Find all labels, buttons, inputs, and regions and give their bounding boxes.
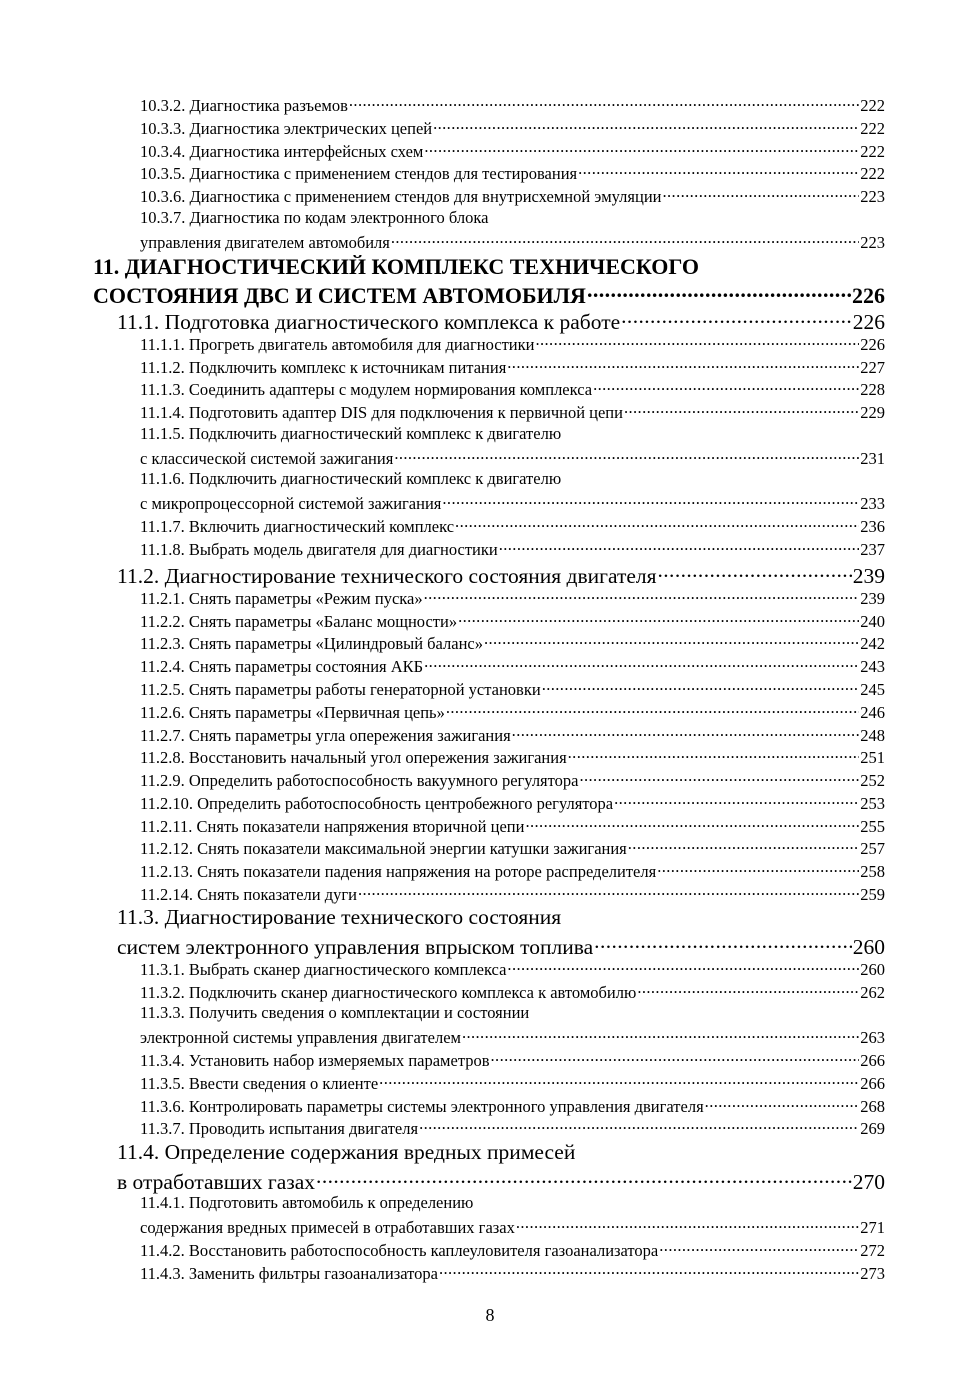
toc-subsection-entry[interactable] bbox=[140, 162, 885, 184]
dot-leader bbox=[491, 1049, 860, 1066]
toc-entry-title: 11.3.6. Контролировать параметры системы электронного управления двигателя bbox=[140, 1096, 704, 1116]
toc-page-number: 260 bbox=[860, 959, 885, 979]
dot-leader bbox=[316, 1167, 852, 1189]
dot-leader bbox=[507, 958, 859, 975]
toc-section-entry[interactable] bbox=[117, 1167, 885, 1195]
toc-page-number: 269 bbox=[860, 1118, 885, 1138]
toc-subsection-entry[interactable] bbox=[140, 1239, 885, 1261]
dot-leader bbox=[621, 307, 852, 329]
toc-subsection-entry[interactable] bbox=[140, 447, 885, 469]
toc-subsection-entry[interactable] bbox=[140, 492, 885, 514]
toc-entry-title: в отработавших газах bbox=[117, 1169, 316, 1194]
dot-leader bbox=[657, 860, 859, 877]
toc-entry-title: 11.1. Подготовка диагностического комплекса к работе bbox=[117, 309, 621, 334]
dot-leader bbox=[663, 185, 860, 202]
toc-entry-title: 11.1.6. Подключить диагностический комплекс к двигателю bbox=[140, 469, 562, 488]
toc-subsection-entry[interactable] bbox=[140, 883, 885, 905]
toc-page-number: 222 bbox=[860, 163, 885, 183]
toc-page-number: 239 bbox=[852, 563, 885, 588]
toc-entry-title: 11.1.3. Соединить адаптеры с модулем нормирования комплекса bbox=[140, 379, 593, 399]
toc-section-entry[interactable] bbox=[117, 932, 885, 960]
toc-subsection-entry[interactable] bbox=[140, 185, 885, 207]
toc-subsection-entry[interactable] bbox=[140, 1026, 885, 1048]
toc-entry-title: 11.2. Диагностирование технического состояния двигателя bbox=[117, 563, 657, 588]
toc-entry-title: 10.3.7. Диагностика по кодам электронного блока bbox=[140, 208, 489, 227]
toc-entry-title: 11.2.8. Восстановить начальный угол опережения зажигания bbox=[140, 747, 567, 767]
toc-subsection-entry[interactable] bbox=[140, 333, 885, 355]
toc-entry-title: 11.4. Определение содержания вредных примесей bbox=[117, 1140, 576, 1164]
toc-page-number: 231 bbox=[860, 448, 885, 468]
toc-entry-title: 11.2.14. Снять показатели дуги bbox=[140, 884, 357, 904]
dot-leader bbox=[578, 162, 859, 179]
dot-leader bbox=[458, 610, 859, 627]
toc-subsection-entry[interactable] bbox=[140, 1216, 885, 1238]
toc-page-number: 258 bbox=[860, 861, 885, 881]
toc-page-number: 259 bbox=[860, 884, 885, 904]
toc-chapter-entry[interactable] bbox=[93, 281, 885, 309]
toc-subsection-entry[interactable] bbox=[140, 231, 885, 253]
dot-leader bbox=[424, 655, 859, 672]
toc-subsection-entry[interactable] bbox=[140, 401, 885, 423]
toc-subsection-entry[interactable] bbox=[140, 1095, 885, 1117]
toc-page-number: 228 bbox=[860, 379, 885, 399]
toc-subsection-entry[interactable] bbox=[140, 1003, 529, 1023]
toc-subsection-entry[interactable] bbox=[140, 769, 885, 791]
toc-page-number: 270 bbox=[852, 1169, 885, 1194]
toc-subsection-entry[interactable] bbox=[140, 378, 885, 400]
toc-entry-title: 11.4.3. Заменить фильтры газоанализатора bbox=[140, 1263, 438, 1283]
toc-subsection-entry[interactable] bbox=[140, 356, 885, 378]
toc-subsection-entry[interactable] bbox=[140, 515, 885, 537]
dot-leader bbox=[358, 883, 859, 900]
toc-entry-title: 11.3.1. Выбрать сканер диагностического комплекса bbox=[140, 959, 507, 979]
toc-page-number: 268 bbox=[860, 1096, 885, 1116]
dot-leader bbox=[391, 231, 859, 248]
toc-entry-title: 11.2.6. Снять параметры «Первичная цепь» bbox=[140, 702, 445, 722]
toc-entry-title: 11.2.5. Снять параметры работы генераторной установки bbox=[140, 679, 541, 699]
toc-page-number: 222 bbox=[860, 118, 885, 138]
toc-subsection-entry[interactable] bbox=[140, 655, 885, 677]
toc-subsection-entry[interactable] bbox=[140, 208, 488, 228]
toc-page-number: 243 bbox=[860, 656, 885, 676]
toc-page-number: 239 bbox=[860, 588, 885, 608]
dot-leader bbox=[433, 117, 859, 134]
dot-leader bbox=[484, 632, 859, 649]
toc-subsection-entry[interactable] bbox=[140, 94, 885, 116]
dot-leader bbox=[446, 701, 859, 718]
toc-page-number: 251 bbox=[860, 747, 885, 767]
toc-page-number: 222 bbox=[860, 95, 885, 115]
dot-leader bbox=[535, 333, 859, 350]
toc-entry-title: 11.2.12. Снять показатели максимальной энергии катушки зажигания bbox=[140, 838, 627, 858]
dot-leader bbox=[379, 1072, 859, 1089]
toc-entry-title: 10.3.2. Диагностика разъемов bbox=[140, 95, 348, 115]
toc-subsection-entry[interactable] bbox=[140, 1072, 885, 1094]
toc-page-number: 262 bbox=[860, 982, 885, 1002]
toc-entry-title: 11.1.4. Подготовить адаптер DIS для подключения к первичной цепи bbox=[140, 402, 623, 422]
dot-leader bbox=[462, 1026, 859, 1043]
toc-entry-title: 11.1.7. Включить диагностический комплекс bbox=[140, 516, 455, 536]
toc-entry-title: с классической системой зажигания bbox=[140, 448, 394, 468]
dot-leader bbox=[512, 724, 860, 741]
toc-entry-title: 11.3.7. Проводить испытания двигателя bbox=[140, 1118, 419, 1138]
dot-leader bbox=[439, 1262, 859, 1279]
toc-subsection-entry[interactable] bbox=[140, 981, 885, 1003]
toc-page-number: 223 bbox=[860, 186, 885, 206]
dot-leader bbox=[637, 981, 859, 998]
toc-subsection-entry[interactable] bbox=[140, 610, 885, 632]
toc-page-number: 229 bbox=[860, 402, 885, 422]
toc-entry-title: 11.2.3. Снять параметры «Цилиндровый баланс» bbox=[140, 633, 483, 653]
dot-leader bbox=[394, 447, 859, 464]
toc-entry-title: 11.3.2. Подключить сканер диагностического комплекса к автомобилю bbox=[140, 982, 637, 1002]
toc-subsection-entry[interactable] bbox=[140, 860, 885, 882]
toc-entry-title: 11.2.7. Снять параметры угла опережения зажигания bbox=[140, 725, 511, 745]
toc-entry-title: 11.3.5. Ввести сведения о клиенте bbox=[140, 1073, 379, 1093]
toc-entry-title: 10.3.5. Диагностика с применением стендов для тестирования bbox=[140, 163, 578, 183]
toc-section-entry[interactable] bbox=[117, 905, 561, 930]
toc-subsection-entry[interactable] bbox=[140, 469, 561, 489]
toc-page-number: 255 bbox=[860, 816, 885, 836]
toc-entry-title: 11. ДИАГНОСТИЧЕСКИЙ КОМПЛЕКС ТЕХНИЧЕСКОГО bbox=[93, 254, 699, 279]
toc-entry-title: 11.4.1. Подготовить автомобиль к определению bbox=[140, 1193, 474, 1212]
dot-leader bbox=[516, 1216, 859, 1233]
dot-leader bbox=[455, 515, 859, 532]
toc-page-number: 245 bbox=[860, 679, 885, 699]
toc-entry-title: 11.2.10. Определить работоспособность центробежного регулятора bbox=[140, 793, 614, 813]
dot-leader bbox=[419, 1117, 859, 1134]
page-number: 8 bbox=[485, 1305, 495, 1325]
toc-page-number: 266 bbox=[860, 1073, 885, 1093]
toc-entry-title: 11.3.4. Установить набор измеряемых параметров bbox=[140, 1050, 490, 1070]
toc-entry-title: 11.4.2. Восстановить работоспособность каплеуловителя газоанализатора bbox=[140, 1240, 659, 1260]
dot-leader bbox=[614, 792, 859, 809]
toc-page-number: 246 bbox=[860, 702, 885, 722]
toc-entry-title: содержания вредных примесей в отработавших газах bbox=[140, 1217, 515, 1237]
toc-subsection-entry[interactable] bbox=[140, 701, 885, 723]
dot-leader bbox=[624, 401, 859, 418]
toc-entry-title: 11.1.2. Подключить комплекс к источникам питания bbox=[140, 357, 507, 377]
dot-leader bbox=[349, 94, 859, 111]
toc-page-number: 271 bbox=[860, 1217, 885, 1237]
dot-leader bbox=[424, 140, 859, 157]
toc-subsection-entry[interactable] bbox=[140, 837, 885, 859]
toc-page-number: 257 bbox=[860, 838, 885, 858]
toc-subsection-entry[interactable] bbox=[140, 958, 885, 980]
dot-leader bbox=[442, 492, 859, 509]
toc-entry-title: 11.2.1. Снять параметры «Режим пуска» bbox=[140, 588, 423, 608]
dot-leader bbox=[424, 587, 860, 604]
toc-page-number: 237 bbox=[860, 539, 885, 559]
toc-entry-title: 11.2.2. Снять параметры «Баланс мощности» bbox=[140, 611, 458, 631]
toc-page-number: 253 bbox=[860, 793, 885, 813]
toc-subsection-entry[interactable] bbox=[140, 538, 885, 560]
toc-entry-title: управления двигателем автомобиля bbox=[140, 232, 390, 252]
toc-subsection-entry[interactable] bbox=[140, 117, 885, 139]
toc-subsection-entry[interactable] bbox=[140, 1262, 885, 1284]
toc-entry-title: 11.1.8. Выбрать модель двигателя для диагностики bbox=[140, 539, 498, 559]
toc-subsection-entry[interactable] bbox=[140, 1117, 885, 1139]
toc-subsection-entry[interactable] bbox=[140, 632, 885, 654]
toc-subsection-entry[interactable] bbox=[140, 1049, 885, 1071]
dot-leader bbox=[507, 356, 859, 373]
dot-leader bbox=[568, 746, 860, 763]
dot-leader bbox=[593, 378, 859, 395]
toc-page-number: 226 bbox=[852, 309, 885, 334]
toc-entry-title: систем электронного управления впрыском топлива bbox=[117, 934, 594, 959]
toc-entry-title: 11.3. Диагностирование технического состояния bbox=[117, 905, 562, 929]
toc-section-entry[interactable] bbox=[117, 561, 885, 589]
dot-leader bbox=[658, 561, 852, 583]
toc-subsection-entry[interactable] bbox=[140, 1193, 473, 1213]
toc-entry-title: 10.3.3. Диагностика электрических цепей bbox=[140, 118, 433, 138]
toc-entry-title: СОСТОЯНИЯ ДВС И СИСТЕМ АВТОМОБИЛЯ bbox=[93, 283, 586, 308]
toc-subsection-entry[interactable] bbox=[140, 140, 885, 162]
toc-page-number: 252 bbox=[860, 770, 885, 790]
toc-entry-title: 11.1.1. Прогреть двигатель автомобиля для диагностики bbox=[140, 334, 535, 354]
toc-page-number: 236 bbox=[860, 516, 885, 536]
toc-entry-title: 11.2.11. Снять показатели напряжения вторичной цепи bbox=[140, 816, 525, 836]
dot-leader bbox=[525, 815, 859, 832]
toc-chapter-entry[interactable] bbox=[93, 254, 699, 280]
toc-section-entry[interactable] bbox=[117, 307, 885, 335]
dot-leader bbox=[594, 932, 852, 954]
toc-page-number: 233 bbox=[860, 493, 885, 513]
toc-entry-title: электронной системы управления двигателем bbox=[140, 1027, 461, 1047]
toc-entry-title: 10.3.6. Диагностика с применением стендов для внутрисхемной эмуляции bbox=[140, 186, 662, 206]
toc-page-number: 242 bbox=[860, 633, 885, 653]
dot-leader bbox=[659, 1239, 859, 1256]
toc-page-number: 273 bbox=[860, 1263, 885, 1283]
dot-leader bbox=[579, 769, 859, 786]
toc-entry-title: 11.2.4. Снять параметры состояния АКБ bbox=[140, 656, 424, 676]
toc-subsection-entry[interactable] bbox=[140, 587, 885, 609]
toc-page-number: 248 bbox=[860, 725, 885, 745]
toc-page-number: 226 bbox=[852, 283, 885, 308]
toc-subsection-entry[interactable] bbox=[140, 424, 561, 444]
toc-subsection-entry[interactable] bbox=[140, 678, 885, 700]
toc-page-number: 223 bbox=[860, 232, 885, 252]
dot-leader bbox=[705, 1095, 860, 1112]
toc-page-number: 266 bbox=[860, 1050, 885, 1070]
toc-page-number: 227 bbox=[860, 357, 885, 377]
toc-entry-title: 11.1.5. Подключить диагностический комплекс к двигателю bbox=[140, 424, 562, 443]
dot-leader bbox=[628, 837, 859, 854]
toc-entry-title: с микропроцессорной системой зажигания bbox=[140, 493, 442, 513]
toc-subsection-entry[interactable] bbox=[140, 815, 885, 837]
toc-page-number: 272 bbox=[860, 1240, 885, 1260]
toc-page-number: 263 bbox=[860, 1027, 885, 1047]
toc-subsection-entry[interactable] bbox=[140, 724, 885, 746]
toc-page-number: 240 bbox=[860, 611, 885, 631]
toc-entry-title: 11.3.3. Получить сведения о комплектации и состоянии bbox=[140, 1003, 530, 1022]
toc-subsection-entry[interactable] bbox=[140, 746, 885, 768]
toc-entry-title: 10.3.4. Диагностика интерфейсных схем bbox=[140, 141, 424, 161]
dot-leader bbox=[542, 678, 860, 695]
toc-page-number: 260 bbox=[852, 934, 885, 959]
toc-section-entry[interactable] bbox=[117, 1140, 575, 1165]
toc-subsection-entry[interactable] bbox=[140, 792, 885, 814]
dot-leader bbox=[587, 281, 851, 303]
dot-leader bbox=[499, 538, 860, 555]
toc-entry-title: 11.2.9. Определить работоспособность вакуумного регулятора bbox=[140, 770, 579, 790]
toc-page-number: 222 bbox=[860, 141, 885, 161]
toc-entry-title: 11.2.13. Снять показатели падения напряжения на роторе распределителя bbox=[140, 861, 657, 881]
toc-page-number: 226 bbox=[860, 334, 885, 354]
